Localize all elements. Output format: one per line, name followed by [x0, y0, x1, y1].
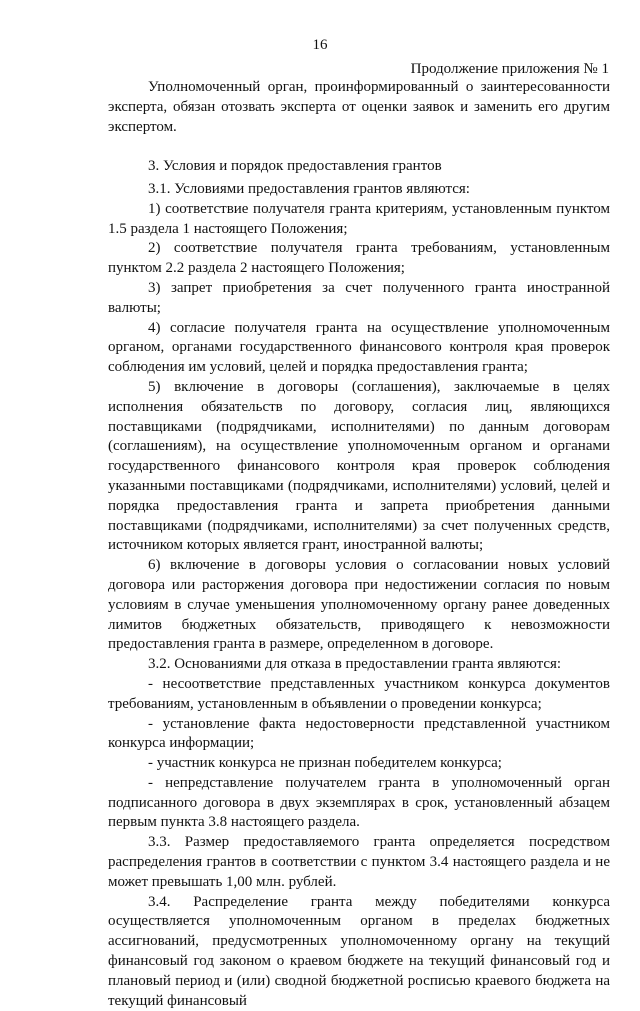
page-number: 16 [312, 37, 328, 53]
paragraph-3-1: 3.1. Условиями предоставления грантов являются: [148, 180, 470, 197]
list-item-condition-5: 5) включение в договоры (соглашения), заключаемые в целях исполнения обязательств по договору, согласия лиц, являющихся поставщиками (подрядчиками, исполнителями) по данным договорам (соглашениям), на осуществление уполномоченным органом и органами государственного финансового контроля края проверок соблюдения указанными поставщиками (подрядчиками, исполнителями) условий, целей и порядка предоставления гранта и запрета приобретения данными поставщиками (подрядчиками, исполнителями) за счет полученных средств, источником которых является грант, иностранной валюты; [108, 378, 610, 554]
paragraph-expert-recall: Уполномоченный орган, проинформированный о заинтересованности эксперта, обязан отозвать эксперта от оценки заявок и заменить его другим экспертом. [108, 79, 610, 135]
paragraph-3-2: 3.2. Основаниями для отказа в предоставлении гранта являются: [148, 656, 562, 673]
document-body [108, 78, 610, 1011]
list-item-condition-2: 2) соответствие получателя гранта требованиям, установленным пунктом 2.2 раздела 2 настоящего Положения; [108, 240, 610, 277]
list-item-refusal-2: - установление факта недостоверности представленной участником конкурса информации; [108, 715, 610, 752]
appendix-continuation-label: Продолжение приложения № 1 [410, 61, 609, 77]
list-item-condition-4: 4) согласие получателя гранта на осуществление уполномоченным органом, органами государственного финансового контроля края проверок соблюдения им условий, целей и порядка предоставления гранта; [108, 319, 610, 376]
paragraph-3-3: 3.3. Размер предоставляемого гранта определяется посредством распределения грантов в соответствии с пунктом 3.4 настоящего раздела и не может превышать 1,00 млн. рублей. [108, 834, 610, 890]
list-item-refusal-3: - участник конкурса не признан победителем конкурса; [148, 755, 502, 772]
paragraph-3-4: 3.4. Распределение гранта между победителями конкурса осуществляется уполномоченным органом в пределах бюджетных ассигнований, предусмотренных уполномоченному органу на текущий финансовый год законом о краевом бюджете на текущий финансовый год и плановый период и (или) сводной бюджетной росписью краевого бюджета на текущий финансовый [108, 893, 610, 1009]
list-item-refusal-1: - несоответствие представленных участником конкурса документов требованиям, установленным в объявлении о проведении конкурса; [108, 675, 610, 712]
list-item-condition-1: 1) соответствие получателя гранта критериям, установленным пунктом 1.5 раздела 1 настоящего Положения; [108, 200, 610, 237]
list-item-condition-6: 6) включение в договоры условия о согласовании новых условий договора или расторжения договора при недостижении согласия по новым условиям в случае уменьшения уполномоченному органу ранее доведенных лимитов бюджетных обязательств, приводящего к невозможности предоставления гранта в размере, определенном в договоре. [108, 557, 610, 653]
list-item-condition-3: 3) запрет приобретения за счет полученного гранта иностранной валюты; [108, 279, 610, 316]
section-heading: 3. Условия и порядок предоставления грантов [148, 158, 442, 175]
list-item-refusal-4: - непредставление получателем гранта в уполномоченный орган подписанного договора в двух экземплярах в срок, установленный абзацем первым пункта 3.8 настоящего раздела. [108, 774, 610, 831]
